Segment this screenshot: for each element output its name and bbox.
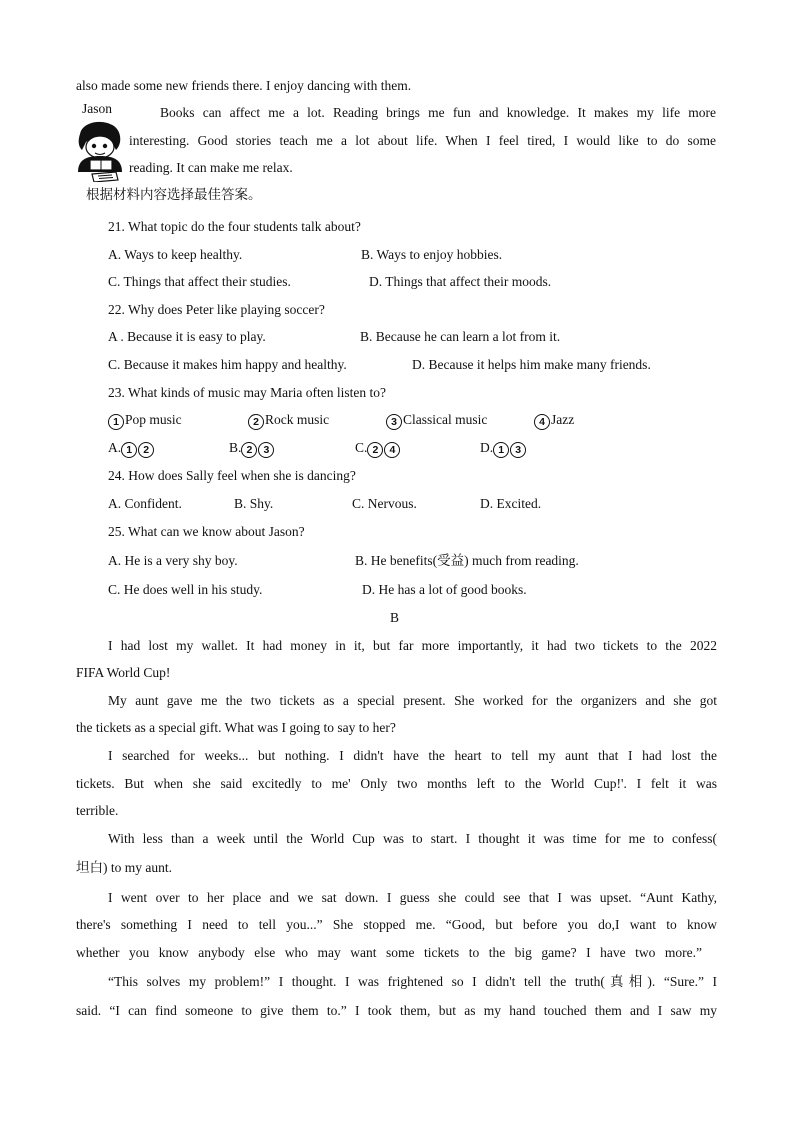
circled-number: 3 bbox=[386, 414, 402, 430]
section-b-line-8: With less than a week until the World Cup was to start. I thought it was time for me to confess( bbox=[108, 831, 717, 846]
section-b-line-12: whether you know anybody else who may want some tickets to the big game? I have two more.” bbox=[76, 945, 702, 960]
section-b-line-6: tickets. But when she said excitedly to me' Only two months left to the World Cup!'. I felt it was bbox=[76, 776, 717, 791]
question-25-stem: 25. What can we know about Jason? bbox=[108, 524, 305, 539]
q25-option-c[interactable]: C. He does well in his study. bbox=[108, 582, 263, 597]
q24-option-d[interactable]: D. Excited. bbox=[480, 496, 542, 511]
q23-option-a[interactable] bbox=[108, 439, 155, 458]
q21-option-b[interactable]: B. Ways to enjoy hobbies. bbox=[361, 247, 503, 262]
q23-option-d[interactable] bbox=[480, 439, 527, 458]
section-b-line-13: “This solves my problem!” I thought. I was frightened so I didn't tell the truth(真相). “Sure.” I bbox=[108, 974, 717, 989]
circled-number: 2 bbox=[248, 414, 264, 430]
q21-option-d[interactable]: D. Things that affect their moods. bbox=[369, 274, 552, 289]
q25-option-d[interactable]: D. He has a lot of good books. bbox=[362, 582, 527, 597]
jason-line-3: reading. It can make me relax. bbox=[129, 160, 293, 175]
q23-choice-3 bbox=[386, 411, 487, 430]
instruction-text: 根据材料内容选择最佳答案。 bbox=[86, 187, 262, 203]
circled-number: 2 bbox=[241, 442, 257, 458]
option-letter: D. bbox=[480, 440, 494, 455]
section-b-line-3: My aunt gave me the two tickets as a special present. She worked for the organizers and she got bbox=[108, 693, 717, 708]
question-23-stem: 23. What kinds of music may Maria often listen to? bbox=[108, 385, 386, 400]
jason-name-label: Jason bbox=[82, 101, 112, 116]
section-b-line-5: I searched for weeks... but nothing. I didn't have the heart to tell my aunt that I had lost the bbox=[108, 748, 717, 763]
q23-choice-1 bbox=[108, 411, 182, 430]
section-b-line-1: I had lost my wallet. It had money in it, but far more importantly, it had two tickets to the 2022 bbox=[108, 638, 717, 653]
circled-number: 2 bbox=[367, 442, 383, 458]
jason-line-2: interesting. Good stories teach me a lot about life. When I feel tired, I would like to do some bbox=[129, 133, 716, 148]
q23-option-b[interactable] bbox=[229, 439, 275, 458]
q24-option-c[interactable]: C. Nervous. bbox=[352, 496, 417, 511]
q23-choice-2-text: Rock music bbox=[265, 412, 330, 427]
circled-number: 1 bbox=[121, 442, 137, 458]
section-b-line-11: there's something I need to tell you...” She stopped me. “Good, but before you do,I want to know bbox=[76, 917, 717, 932]
section-b-line-2: FIFA World Cup! bbox=[76, 665, 171, 680]
section-b-line-9: 坦白) to my aunt. bbox=[76, 860, 172, 875]
question-24-stem: 24. How does Sally feel when she is dancing? bbox=[108, 468, 356, 483]
section-b-line-10: I went over to her place and we sat down. I guess she could see that I was upset. “Aunt Kathy, bbox=[108, 890, 717, 905]
q23-choice-4-text: Jazz bbox=[551, 412, 575, 427]
circled-number: 1 bbox=[108, 414, 124, 430]
option-letter: C. bbox=[355, 440, 368, 455]
section-b-line-14: said. “I can find someone to give them to.” I took them, but as my hand touched them and I saw my bbox=[76, 1003, 717, 1018]
q25-option-a[interactable]: A. He is a very shy boy. bbox=[108, 553, 238, 568]
section-b-line-4: the tickets as a special gift. What was I going to say to her? bbox=[76, 720, 396, 735]
option-letter: B. bbox=[229, 440, 242, 455]
question-22-stem: 22. Why does Peter like playing soccer? bbox=[108, 302, 325, 317]
jason-reading-avatar-icon bbox=[72, 120, 130, 182]
q21-option-c[interactable]: C. Things that affect their studies. bbox=[108, 274, 291, 289]
circled-number: 1 bbox=[493, 442, 509, 458]
q23-choice-4 bbox=[534, 411, 574, 430]
circled-number: 3 bbox=[510, 442, 526, 458]
jason-line-1: Books can affect me a lot. Reading brings me fun and knowledge. It makes my life more bbox=[160, 105, 716, 120]
q23-choice-3-text: Classical music bbox=[403, 412, 488, 427]
q22-option-c[interactable]: C. Because it makes him happy and healthy. bbox=[108, 357, 347, 372]
section-b-heading: B bbox=[390, 610, 400, 625]
q22-option-b[interactable]: B. Because he can learn a lot from it. bbox=[360, 329, 561, 344]
question-21-stem: 21. What topic do the four students talk about? bbox=[108, 219, 361, 234]
q22-option-a[interactable]: A . Because it is easy to play. bbox=[108, 329, 266, 344]
circled-number: 4 bbox=[534, 414, 550, 430]
circled-number: 3 bbox=[258, 442, 274, 458]
section-b-line-7: terrible. bbox=[76, 803, 119, 818]
q25-option-b[interactable]: B. He benefits(受益) much from reading. bbox=[355, 553, 579, 568]
option-letter: A. bbox=[108, 440, 122, 455]
circled-number: 4 bbox=[384, 442, 400, 458]
passage-a-last-line: also made some new friends there. I enjoy dancing with them. bbox=[76, 78, 412, 93]
q23-option-c[interactable] bbox=[355, 439, 401, 458]
q23-choice-2 bbox=[248, 411, 329, 430]
q22-option-d[interactable]: D. Because it helps him make many friends. bbox=[412, 357, 651, 372]
circled-number: 2 bbox=[138, 442, 154, 458]
q24-option-a[interactable]: A. Confident. bbox=[108, 496, 182, 511]
q23-choice-1-text: Pop music bbox=[125, 412, 182, 427]
q24-option-b[interactable]: B. Shy. bbox=[234, 496, 274, 511]
q21-option-a[interactable]: A. Ways to keep healthy. bbox=[108, 247, 243, 262]
